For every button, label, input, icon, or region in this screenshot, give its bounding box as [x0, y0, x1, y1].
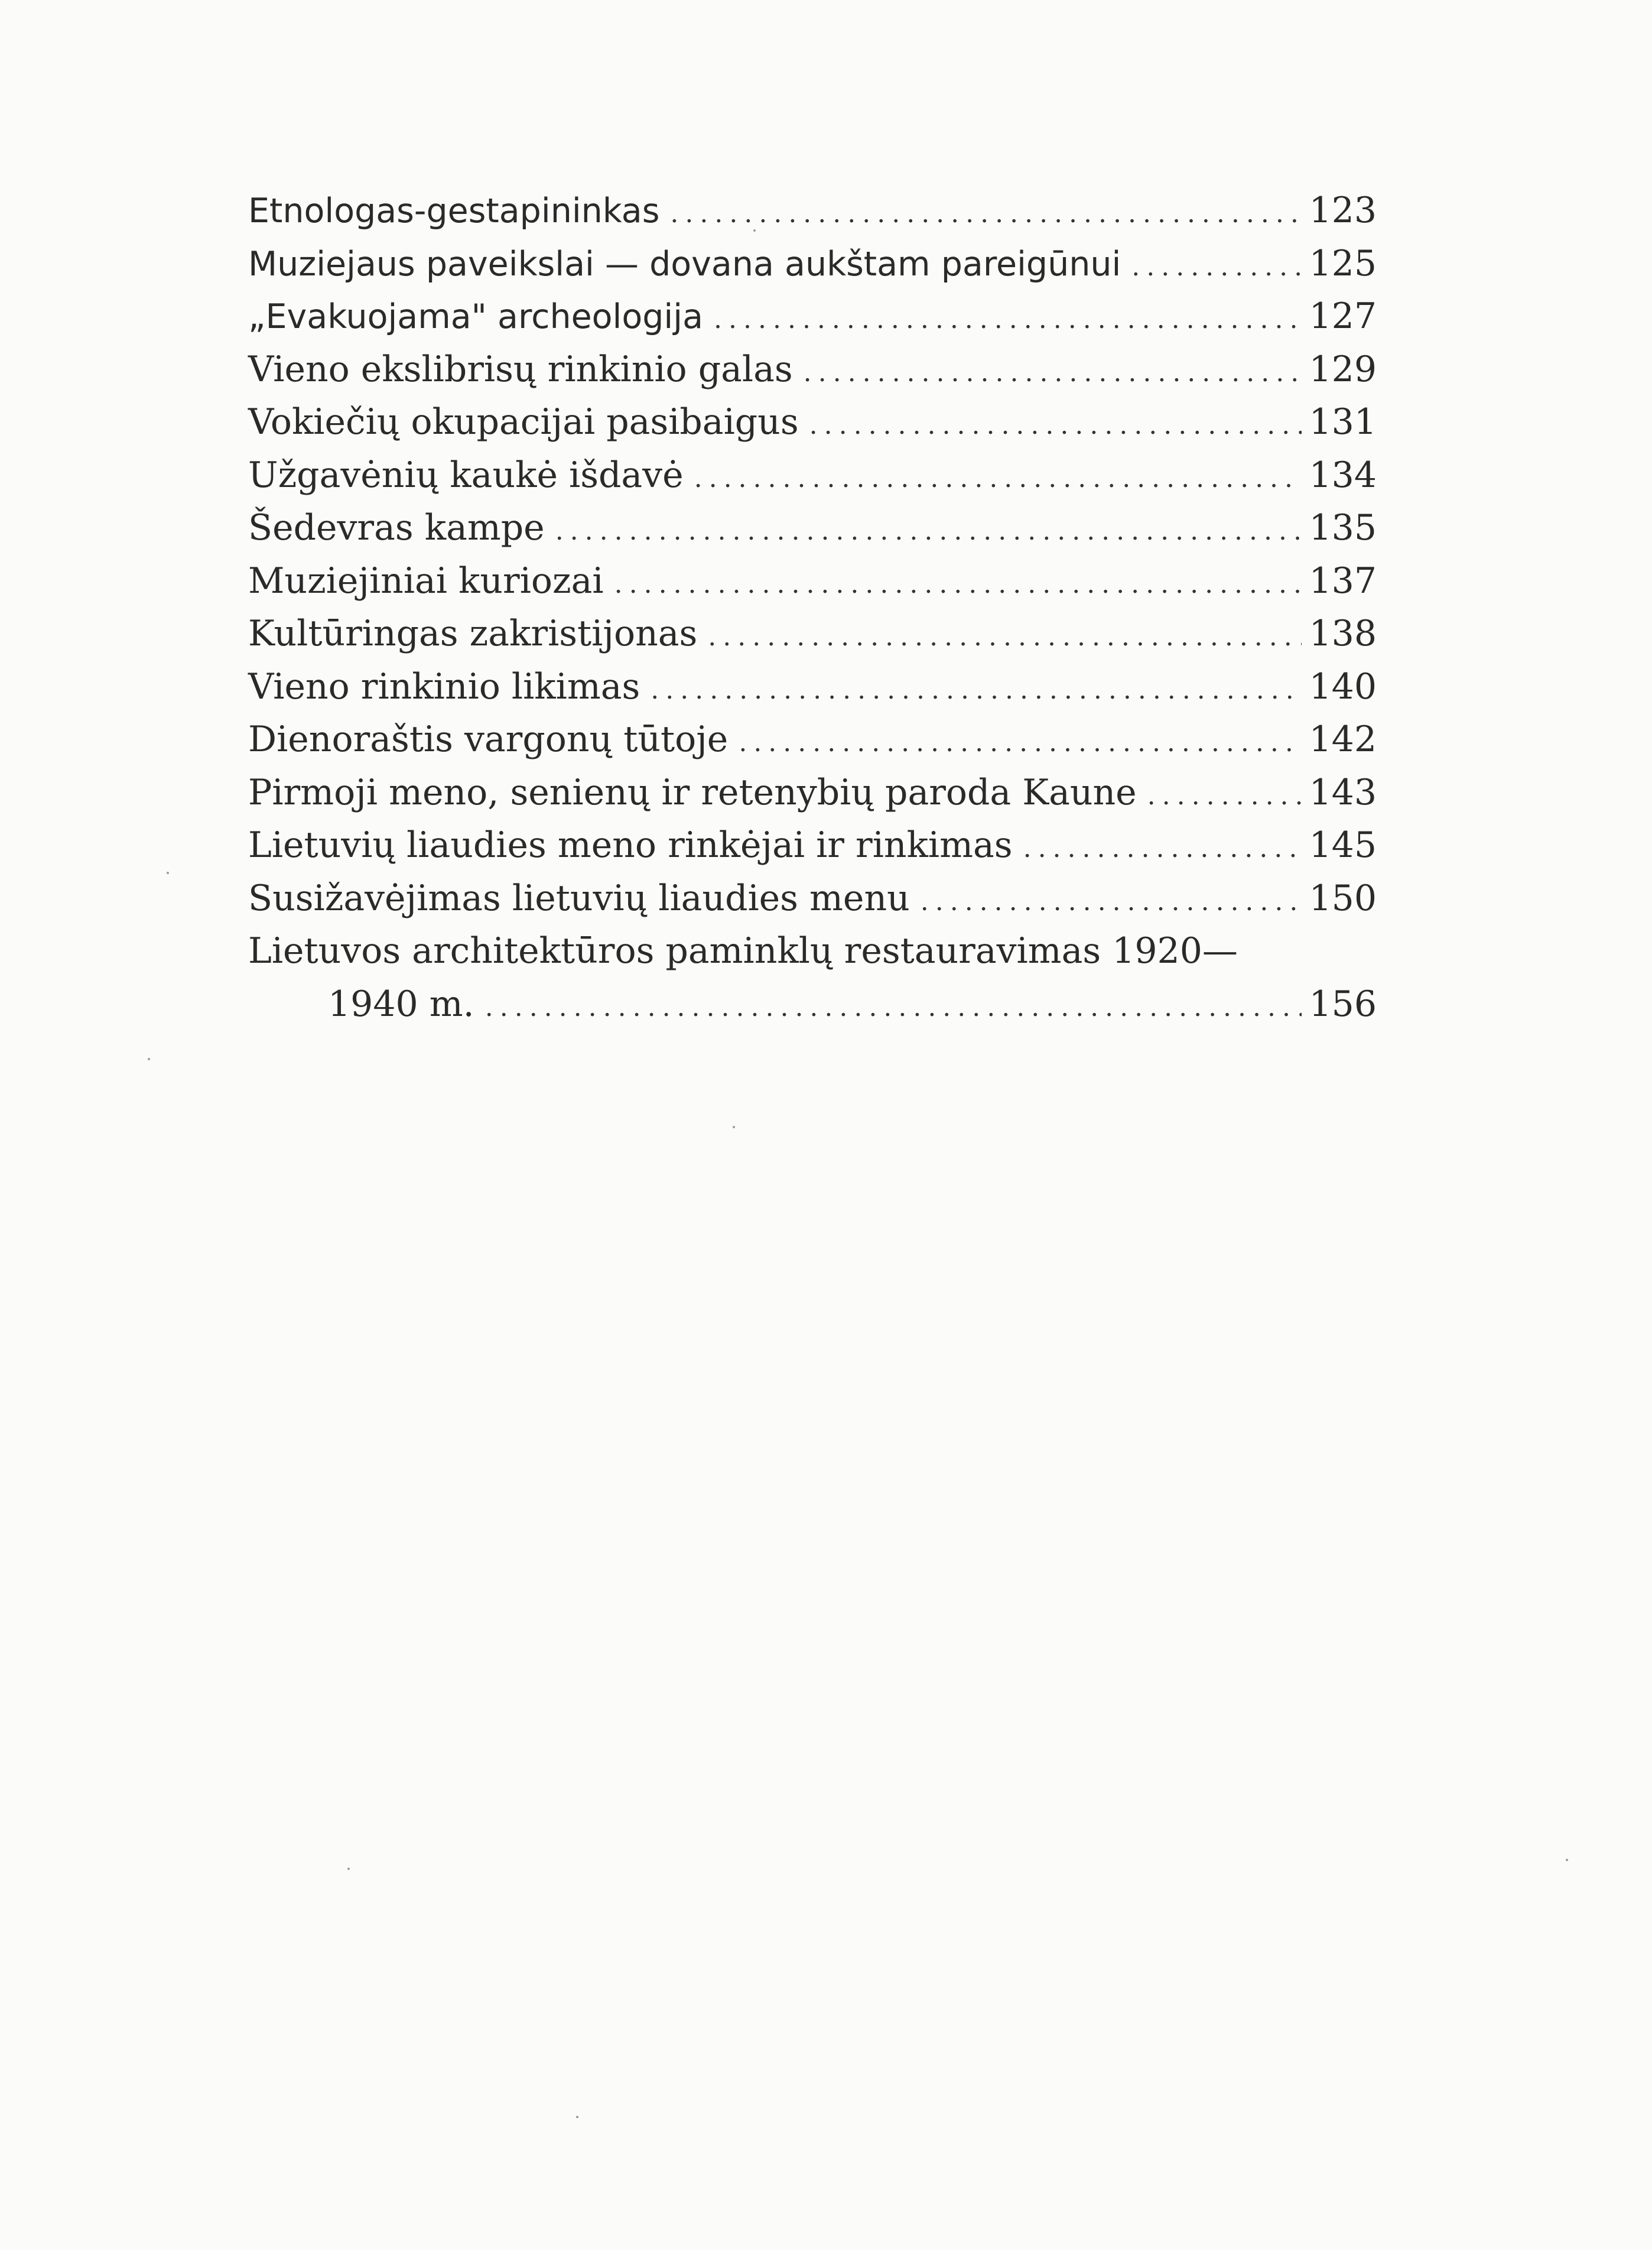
toc-entry-page: 143	[1309, 771, 1377, 813]
toc-entry-page: 156	[1309, 983, 1377, 1025]
toc-leader-dots	[708, 611, 1302, 664]
toc-entry	[248, 238, 1377, 291]
paper-speck	[347, 1868, 350, 1870]
toc-entry	[248, 555, 1377, 608]
toc-entry	[248, 184, 1377, 238]
toc-leader-dots	[670, 187, 1302, 241]
toc-entry-title: Muziejaus paveikslai — dovana aukštam pareigūnui	[248, 244, 1121, 284]
toc-leader-dots	[1147, 770, 1302, 823]
toc-entry-title: Šedevras kampe	[248, 507, 545, 548]
toc-entry	[248, 449, 1377, 502]
toc-leader-dots	[714, 293, 1302, 346]
paper-speck	[576, 2116, 578, 2118]
toc-leader-dots	[739, 716, 1302, 770]
toc-entry-page: 150	[1309, 877, 1377, 919]
toc-entry-page: 131	[1309, 401, 1377, 443]
paper-speck	[733, 1126, 735, 1128]
toc-entry-continuation	[248, 978, 1377, 1031]
toc-entry-title: Vieno rinkinio likimas	[248, 665, 640, 707]
toc-leader-dots	[809, 399, 1302, 452]
toc-leader-dots	[485, 981, 1302, 1034]
toc-entry-title: Užgavėnių kaukė išdavė	[248, 454, 684, 496]
toc-entry	[248, 343, 1377, 397]
toc-entry-title: Dienoraštis vargonų tūtoje	[248, 719, 729, 760]
toc-entry-page: 134	[1309, 454, 1377, 496]
toc-entry	[248, 819, 1377, 872]
toc-leader-dots	[921, 875, 1302, 928]
toc-entry-title: Muziejiniai kuriozai	[248, 560, 604, 602]
toc-entry-title: Etnologas-gestapininkas	[248, 191, 660, 230]
toc-entry-page: 135	[1309, 507, 1377, 548]
toc-entry-title: Vieno ekslibrisų rinkinio galas	[248, 348, 793, 390]
toc-entry	[248, 925, 1377, 978]
toc-entry-page: 140	[1309, 665, 1377, 707]
toc-leader-dots	[1023, 822, 1302, 875]
toc-entry-title: Lietuvos architektūros paminklų restauravimas 1920—	[248, 930, 1238, 972]
toc-entry	[248, 502, 1377, 555]
toc-entry-page: 142	[1309, 719, 1377, 760]
toc-entry-page: 138	[1309, 613, 1377, 654]
paper-speck	[1566, 1859, 1568, 1861]
toc-leader-dots	[694, 452, 1302, 505]
toc-entry-page: 123	[1309, 190, 1377, 231]
toc-entry	[248, 872, 1377, 926]
toc-leader-dots	[651, 664, 1302, 717]
toc-entry	[248, 661, 1377, 714]
toc-entry-title: Lietuvių liaudies meno rinkėjai ir rinkimas	[248, 824, 1013, 866]
toc-entry	[248, 396, 1377, 449]
paper-speck	[167, 872, 169, 874]
toc-entry-page: 137	[1309, 560, 1377, 602]
toc-leader-dots	[1131, 241, 1302, 294]
paper-speck	[753, 229, 756, 232]
toc-entry-page: 145	[1309, 824, 1377, 866]
toc-entry-title: „Evakuojama" archeologija	[248, 297, 704, 336]
toc-entry-title: Vokiečių okupacijai pasibaigus	[248, 401, 799, 443]
toc-entry-title: Pirmoji meno, senienų ir retenybių paroda Kaune	[248, 771, 1137, 813]
toc-entry-title: Susižavėjimas lietuvių liaudies menu	[248, 877, 910, 919]
toc-entry-page: 125	[1309, 242, 1377, 284]
toc-entry-page: 127	[1309, 296, 1377, 337]
paper-speck	[148, 1058, 150, 1060]
toc-leader-dots	[614, 558, 1302, 611]
toc-entry	[248, 608, 1377, 661]
toc-leader-dots	[555, 505, 1302, 558]
toc-entry-title: Kultūringas zakristijonas	[248, 613, 698, 654]
toc-entry-title-continued: 1940 m.	[328, 983, 474, 1025]
table-of-contents	[248, 184, 1377, 1031]
toc-leader-dots	[804, 346, 1302, 400]
toc-entry	[248, 713, 1377, 767]
toc-entry-page: 129	[1309, 348, 1377, 390]
toc-entry	[248, 767, 1377, 820]
toc-entry	[248, 290, 1377, 343]
